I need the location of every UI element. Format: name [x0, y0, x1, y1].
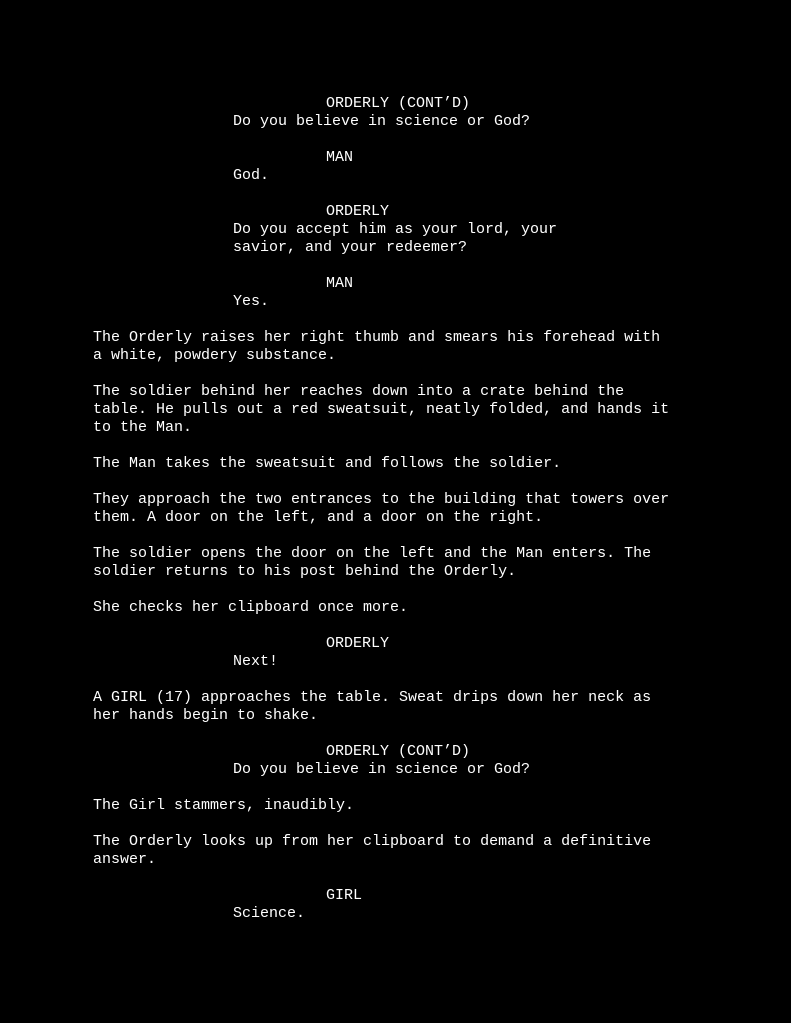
action-line: her hands begin to shake. — [93, 707, 319, 724]
dialogue-line: Science. — [233, 905, 306, 922]
action-line: They approach the two entrances to the building that towers over — [93, 491, 670, 508]
action-line: table. He pulls out a red sweatsuit, neatly folded, and hands it — [93, 401, 670, 418]
action-line: A GIRL (17) approaches the table. Sweat drips down her neck as — [93, 689, 652, 706]
character-cue: MAN — [326, 149, 354, 166]
dialogue-line: Do you accept him as your lord, your — [233, 221, 558, 238]
action-line: The Man takes the sweatsuit and follows the soldier. — [93, 455, 562, 472]
action-line: The Girl stammers, inaudibly. — [93, 797, 355, 814]
dialogue-line: Do you believe in science or God? — [233, 113, 531, 130]
action-line: The Orderly looks up from her clipboard to demand a definitive — [93, 833, 652, 850]
character-cue: MAN — [326, 275, 354, 292]
action-line: answer. — [93, 851, 157, 868]
character-cue: ORDERLY (CONT’D) — [326, 743, 471, 760]
action-line: The Orderly raises her right thumb and smears his forehead with — [93, 329, 661, 346]
action-line: a white, powdery substance. — [93, 347, 337, 364]
dialogue-line: savior, and your redeemer? — [233, 239, 468, 256]
dialogue-line: Yes. — [233, 293, 270, 310]
character-cue: ORDERLY — [326, 635, 390, 652]
character-cue: ORDERLY — [326, 203, 390, 220]
character-cue: GIRL — [326, 887, 363, 904]
action-line: She checks her clipboard once more. — [93, 599, 409, 616]
dialogue-line: God. — [233, 167, 270, 184]
action-line: The soldier opens the door on the left and the Man enters. The — [93, 545, 652, 562]
dialogue-line: Do you believe in science or God? — [233, 761, 531, 778]
action-line: soldier returns to his post behind the Orderly. — [93, 563, 517, 580]
character-cue: ORDERLY (CONT’D) — [326, 95, 471, 112]
dialogue-line: Next! — [233, 653, 279, 670]
action-line: them. A door on the left, and a door on the right. — [93, 509, 544, 526]
action-line: to the Man. — [93, 419, 193, 436]
action-line: The soldier behind her reaches down into a crate behind the — [93, 383, 625, 400]
